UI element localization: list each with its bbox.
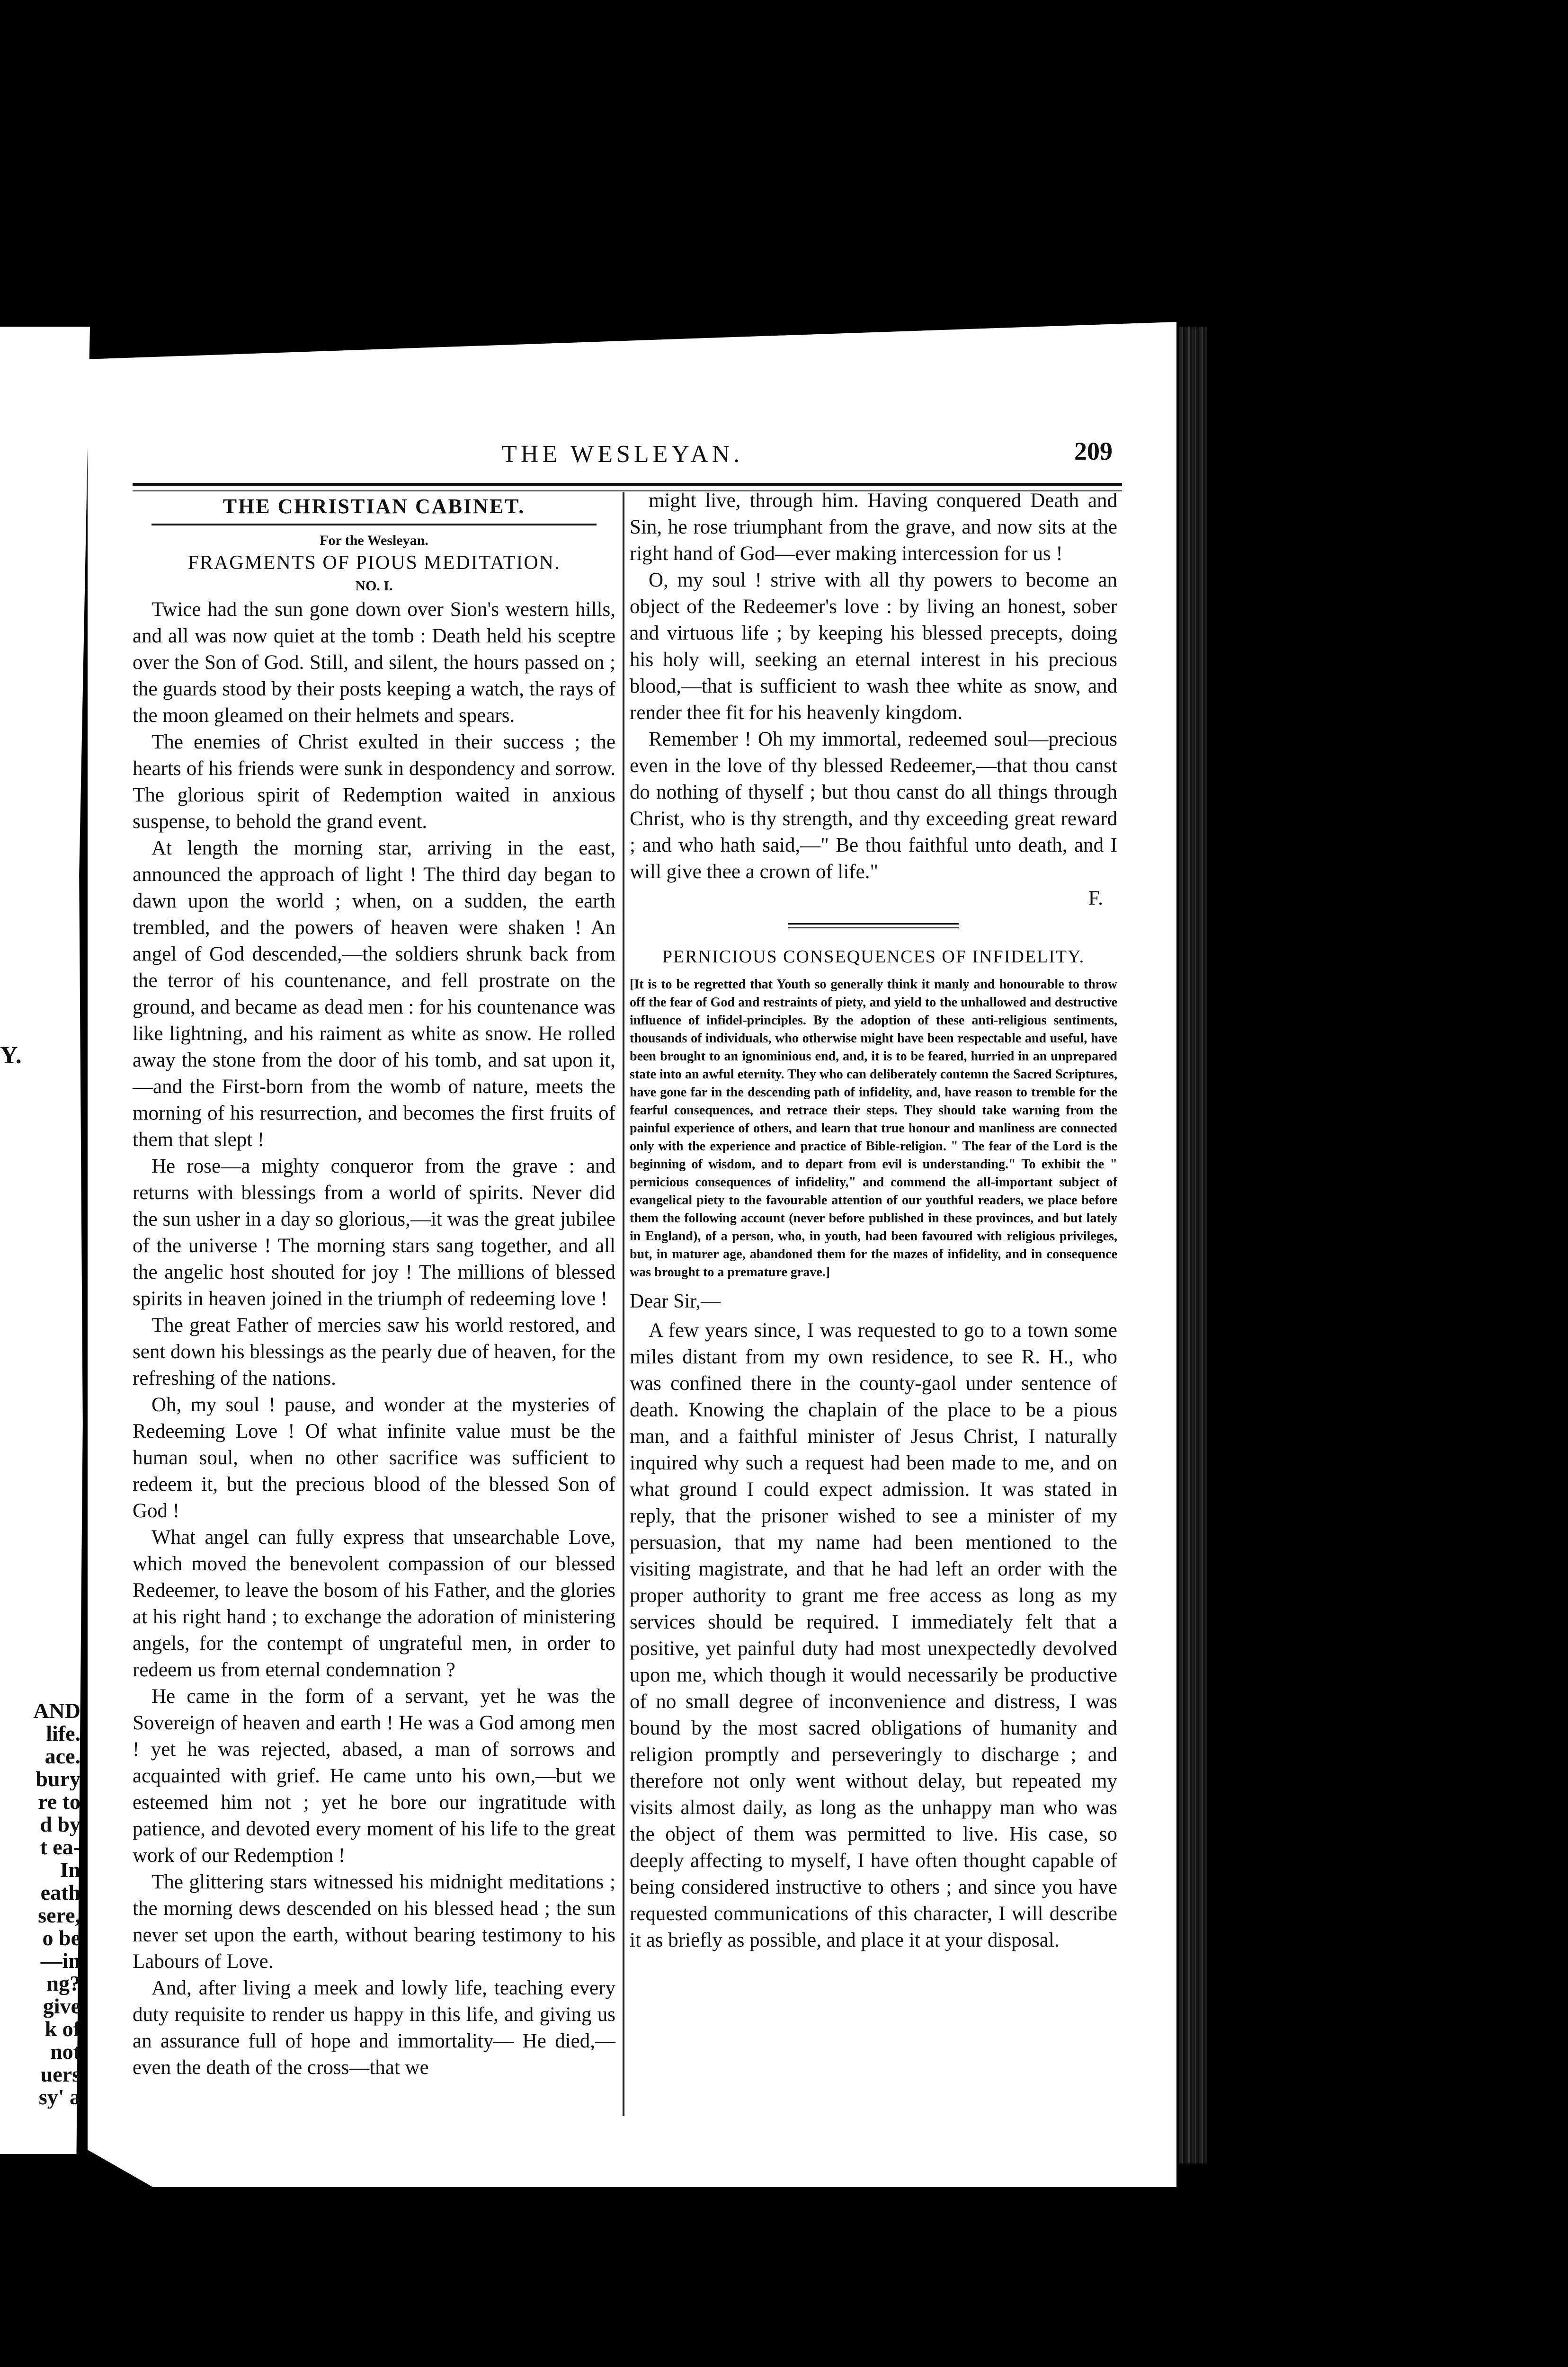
section-title: THE CHRISTIAN CABINET. [223, 495, 526, 518]
page-edge-stack [1179, 327, 1207, 2163]
signature: F. [1088, 887, 1103, 909]
article-number: NO. I. [355, 578, 393, 594]
paragraph: What angel can fully express that unsearchable Love, which moved the benevolent compassion of our blessed Redeemer, to leave the bosom of his Father, and the glories at his right hand ; to exchange the adoration of ministering angels, for the contempt of ungrateful men, in order to redeem us from eternal condemnation ? [133, 1526, 615, 1681]
paragraph: might live, through him. Having conquered Death and Sin, he rose triumphant from the grave, and now sits at the right hand of God—ever making intercession for us ! [630, 489, 1117, 565]
fragment-line: AND [33, 1700, 80, 1722]
fragment-line: ng? [46, 1972, 80, 1995]
paragraph: He came in the form of a servant, yet he was the Sovereign of heaven and earth ! He was a God among men ! yet he was rejected, abased, a man of sorrows and acquainted with grief. He came unto his own,—but we esteemed him not ; yet he bore our ingratitude with patience, and devoted every moment of his life to the great work of our Redemption ! [133, 1685, 615, 1867]
fragment-line: sere, [38, 1904, 80, 1927]
article-title: FRAGMENTS OF PIOUS MEDITATION. [187, 552, 561, 574]
fragment-line: In [60, 1859, 80, 1881]
left-column [133, 492, 615, 2081]
column-divider [623, 492, 624, 2116]
paragraph: The glittering stars witnessed his midnight meditations ; the morning dews descended on his blessed head ; the sun never set upon the earth, without bearing testimony to his Labours of Love. [133, 1871, 615, 1973]
paragraph: Twice had the sun gone down over Sion's western hills, and all was now quiet at the tomb : Death held his sceptre over the Son of God. Still, and silent, the hours passed on ; the guards stood by their posts keeping a watch, the rays of the moon gleamed on their helmets and spears. [133, 598, 615, 727]
paragraph: Oh, my soul ! pause, and wonder at the mysteries of Redeeming Love ! Of what infinite value must be the human soul, when no other sacrifice was sufficient to redeem it, but the precious blood of the blessed Son of God ! [133, 1394, 615, 1522]
fragment-line: ace. [45, 1745, 80, 1768]
article-body [133, 596, 615, 2081]
fragment-line: uers [40, 2063, 80, 2086]
scan-background [0, 2192, 1568, 2367]
fragment-line: bury [36, 1768, 80, 1790]
paragraph: At length the morning star, arriving in the east, announced the approach of light ! The third day began to dawn upon the world ; when, on a sudden, the earth trembled, and the powers of heaven were shaken ! An angel of God descended,—the soldiers shrunk back from the terror of his countenance, and fell prostrate on the ground, and became as dead men : for his countenance was like lightning, and his raiment as white as snow. He rolled away the stone from the door of his tomb, and sat upon it,—and the First-born from the womb of nature, meets the morning of his resurrection, and becomes the first fruits of them that slept ! [133, 837, 615, 1151]
paragraph: The great Father of mercies saw his world restored, and sent down his blessings as the pearly due of heaven, for the refreshing of the nations. [133, 1314, 615, 1389]
paragraph: And, after living a meek and lowly life, teaching every duty requisite to render us happy in this life, and giving us an assurance full of hope and immortality— He died,—even the death of the cross—that we [133, 1977, 615, 2079]
paragraph: Remember ! Oh my immortal, redeemed soul—precious even in the love of thy blessed Redeemer,—that thou canst do nothing of thyself ; but thou canst do all things through Christ, who is thy strength, and thy exceeding great reward ; and who hath said,—" Be thou faithful unto death, and I will give thee a crown of life." [630, 728, 1117, 883]
signature-line [630, 885, 1117, 912]
article-separator [788, 923, 959, 928]
fragment-line: t ea- [40, 1836, 80, 1859]
fragment-line: eath [40, 1881, 80, 1904]
fragment-line: give [43, 1995, 80, 2018]
editor-intro-note: [It is to be regretted that Youth so generally think it manly and honourable to throw off the fear of God and restraints of piety, and yield to the unhallowed and destructive influence of infidel-principles. By the adoption of these anti-religious sentiments, thousands of individuals, who otherwise might have been respectable and useful, have been brought to an ignominious end, and, it is to be feared, hurried in an unprepared state into an awful eternity. They who can deliberately contemn the Sacred Scriptures, have gone far in the descending path of infidelity, and, have reason to tremble for the fearful consequences, and retrace their steps. They should take warning from the painful experience of others, and learn that true honour and manliness are connected only with the experience and practice of Bible-religion. " The fear of the Lord is the beginning of wisdom, and to depart from evil is understanding." To exhibit the " pernicious consequences of infidelity," and commend the all-important subject of evangelical piety to the favourable attention of our youthful readers, we place before them the following account (never before published in these provinces, and but lately in England), of a person, who, in youth, had been favoured with religious privileges, but, in maturer age, abandoned them for the mazes of infidelity, and in consequence was brought to a premature grave.] [630, 977, 1117, 1280]
fragment-line: —in [40, 1949, 80, 1972]
page-header [133, 437, 1117, 478]
article-continuation [630, 488, 1117, 885]
letter-body: A few years since, I was requested to go to a town some miles distant from my own residence, to see R. H., who was confined there in the county-gaol under sentence of death. Knowing the chaplain of the place to be a pious man, and a faithful minister of Jesus Christ, I naturally inquired why such a request had been made to me, and on what ground I could expect admission. It was stated in reply, that the prisoner wished to see a minister of my persuasion, that my name had been mentioned to the visiting magistrate, and that he had left an order with the proper authority to grant me free access as long as my services should be required. I immediately felt that a positive, yet painful duty had most unexpectedly devolved upon me, which though it would necessarily be productive of no small degree of inconvenience and distress, I was bound by the most sacred obligations of humanity and religion promptly and perseveringly to discharge ; and therefore not only went without delay, but repeated my visits almost daily, as long as the unhappy man who was the object of them was permitted to live. His case, so deeply affecting to myself, I have often thought capable of being considered instructive to others ; and since you have requested communications of this character, I will describe it as briefly as possible, and place it at your disposal. [630, 1319, 1117, 1951]
paragraph: He rose—a mighty conqueror from the grave : and returns with blessings from a world of spirits. Never did the sun usher in a day so glorious,—it was the great jubilee of the universe ! The morning stars sang together, and all the angelic host shouted for joy ! The millions of blessed spirits in heaven joined in the triumph of redeeming love ! [133, 1155, 615, 1310]
fragment-line: life. [46, 1722, 80, 1745]
fragment-line: not [50, 2040, 80, 2063]
paragraph: O, my soul ! strive with all thy powers to become an object of the Redeemer's love : by living an honest, sober and virtuous life ; by keeping his blessed precepts, doing his holy will, seeking an eternal interest in his precious blood,—that is sufficient to wash thee white as snow, and render thee fit for his heavenly kingdom. [630, 569, 1117, 724]
page-number: 209 [1074, 437, 1113, 465]
running-head: THE WESLEYAN. [502, 441, 744, 468]
article-title-infidelity: PERNICIOUS CONSEQUENCES OF INFIDELITY. [662, 947, 1085, 967]
section-title-rule [151, 524, 597, 525]
salutation: Dear Sir,— [630, 1290, 721, 1312]
right-column [630, 488, 1117, 1954]
facing-page-mark: Y. [0, 1042, 22, 1069]
fragment-line: d by [40, 1813, 80, 1836]
fragment-line: re to [38, 1790, 80, 1813]
facing-page-fragments [0, 1700, 80, 2109]
paragraph: The enemies of Christ exulted in their success ; the hearts of his friends were sunk in despondency and sorrow. The glorious spirit of Redemption waited in anxious suspense, to behold the grand event. [133, 731, 615, 833]
fragment-line: sy' a [38, 2086, 80, 2109]
for-line: For the Wesleyan. [320, 533, 428, 548]
fragment-line: k of [45, 2018, 80, 2040]
fragment-line: o be [42, 1927, 80, 1949]
